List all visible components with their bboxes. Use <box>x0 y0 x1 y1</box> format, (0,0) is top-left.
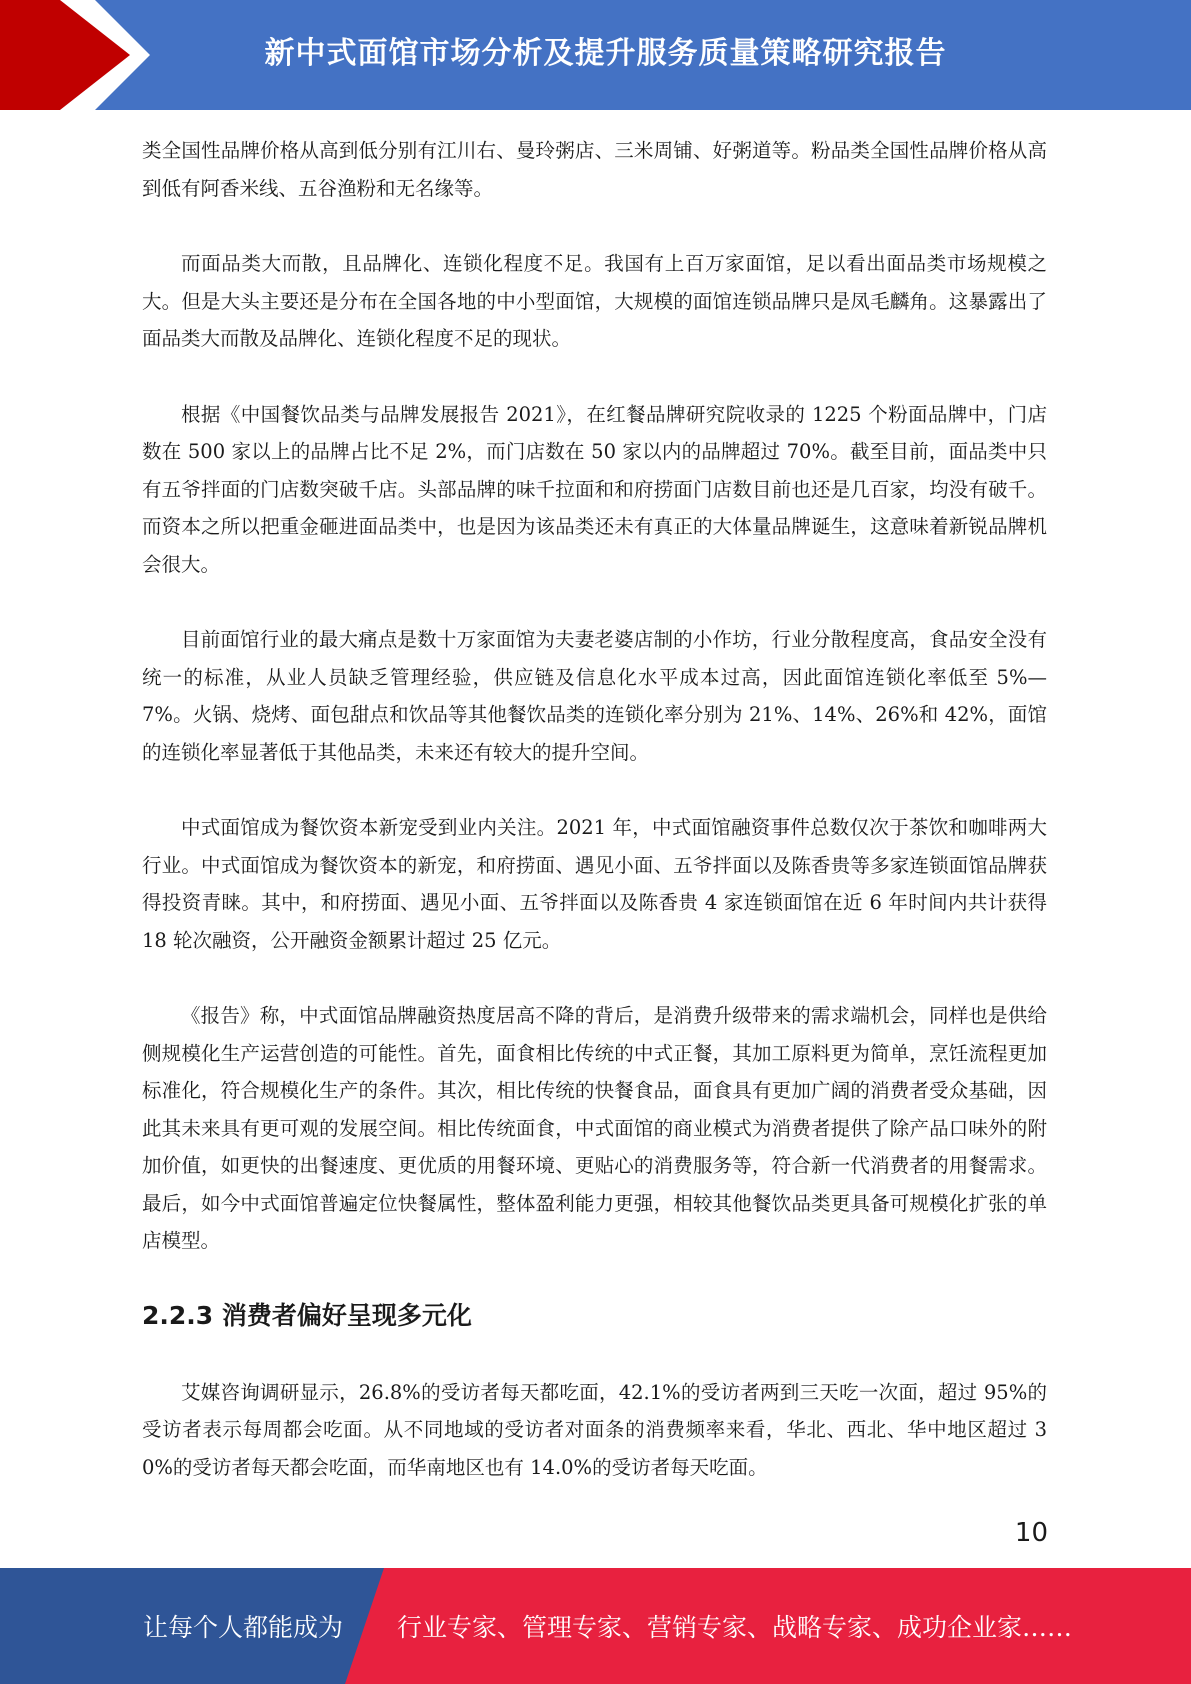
page-number: 10 <box>1014 1518 1048 1548</box>
paragraph-4: 目前面馆行业的最大痛点是数十万家面馆为夫妻老婆店制的小作坊，行业分散程度高，食品安全没有统一的标准，从业人员缺乏管理经验，供应链及信息化水平成本过高，因此面馆连锁化率低至 5%—7%。火锅、烧烤、面包甜点和饮品等其他餐饮品类的连锁化率分别为 21%、14%、26%和 42%，面馆的连锁化率显著低于其他品类，未来还有较大的提升空间。 <box>142 628 1047 764</box>
paragraph-6: 《报告》称，中式面馆品牌融资热度居高不降的背后，是消费升级带来的需求端机会，同样也是供给侧规模化生产运营创造的可能性。首先，面食相比传统的中式正餐，其加工原料更为简单，烹饪流程更加标准化，符合规模化生产的条件。其次，相比传统的快餐食品，面食具有更加广阔的消费者受众基础，因此其未来具有更可观的发展空间。相比传统面食，中式面馆的商业模式为消费者提供了除产品口味外的附加价值，如更快的出餐速度、更优质的用餐环境、更贴心的消费服务等，符合新一代消费者的用餐需求。最后，如今中式面馆普遍定位快餐属性，整体盈利能力更强，相较其他餐饮品类更具备可规模化扩张的单店模型。 <box>142 1004 1047 1252</box>
header-arrow-icon <box>0 0 160 110</box>
page-footer <box>0 1568 1191 1684</box>
document-body <box>142 132 1047 1524</box>
page-header <box>0 0 1191 110</box>
paragraph-5: 中式面馆成为餐饮资本新宠受到业内关注。2021 年，中式面馆融资事件总数仅次于茶饮和咖啡两大行业。中式面馆成为餐饮资本的新宠，和府捞面、遇见小面、五爷拌面以及陈香贵等多家连锁面馆品牌获得投资青睐。其中，和府捞面、遇见小面、五爷拌面以及陈香贵 4 家连锁面馆在近 6 年时间内共计获得 18 轮次融资，公开融资金额累计超过 25 亿元。 <box>142 816 1047 952</box>
section-paragraph: 艾媒咨询调研显示，26.8%的受访者每天都吃面，42.1%的受访者两到三天吃一次面，超过 95%的受访者表示每周都会吃面。从不同地域的受访者对面条的消费频率来看，华北、西北、华中地区超过 30%的受访者每天都会吃面，而华南地区也有 14.0%的受访者每天吃面。 <box>142 1380 1047 1479</box>
footer-slogan-left: 让每个人都能成为 <box>143 1613 344 1642</box>
paragraph-2: 而面品类大而散，且品牌化、连锁化程度不足。我国有上百万家面馆，足以看出面品类市场规模之大。但是大头主要还是分布在全国各地的中小型面馆，大规模的面馆连锁品牌只是凤毛麟角。这暴露出了面品类大而散及品牌化、连锁化程度不足的现状。 <box>142 252 1047 350</box>
footer-slogan-right: 行业专家、管理专家、营销专家、战略专家、成功企业家…… <box>397 1613 1073 1642</box>
header-title: 新中式面馆市场分析及提升服务质量策略研究报告 <box>264 36 947 71</box>
paragraph-3: 根据《中国餐饮品类与品牌发展报告 2021》，在红餐品牌研究院收录的 1225 个粉面品牌中，门店数在 500 家以上的品牌占比不足 2%，而门店数在 50 家以内的品牌超过 70%。截至目前，面品类中只有五爷拌面的门店数突破千店。头部品牌的味千拉面和和府捞面门店数目前也还是几百家，均没有破千。而资本之所以把重金砸进面品类中，也是因为该品类还未有真正的大体量品牌诞生，这意味着新锐品牌机会很大。 <box>142 402 1047 576</box>
paragraph-1: 类全国性品牌价格从高到低分别有江川右、曼玲粥店、三米周铺、好粥道等。粉品类全国性品牌价格从高到低有阿香米线、五谷渔粉和无名缘等。 <box>142 139 1047 200</box>
section-heading: 2.2.3 消费者偏好呈现多元化 <box>142 1300 472 1330</box>
